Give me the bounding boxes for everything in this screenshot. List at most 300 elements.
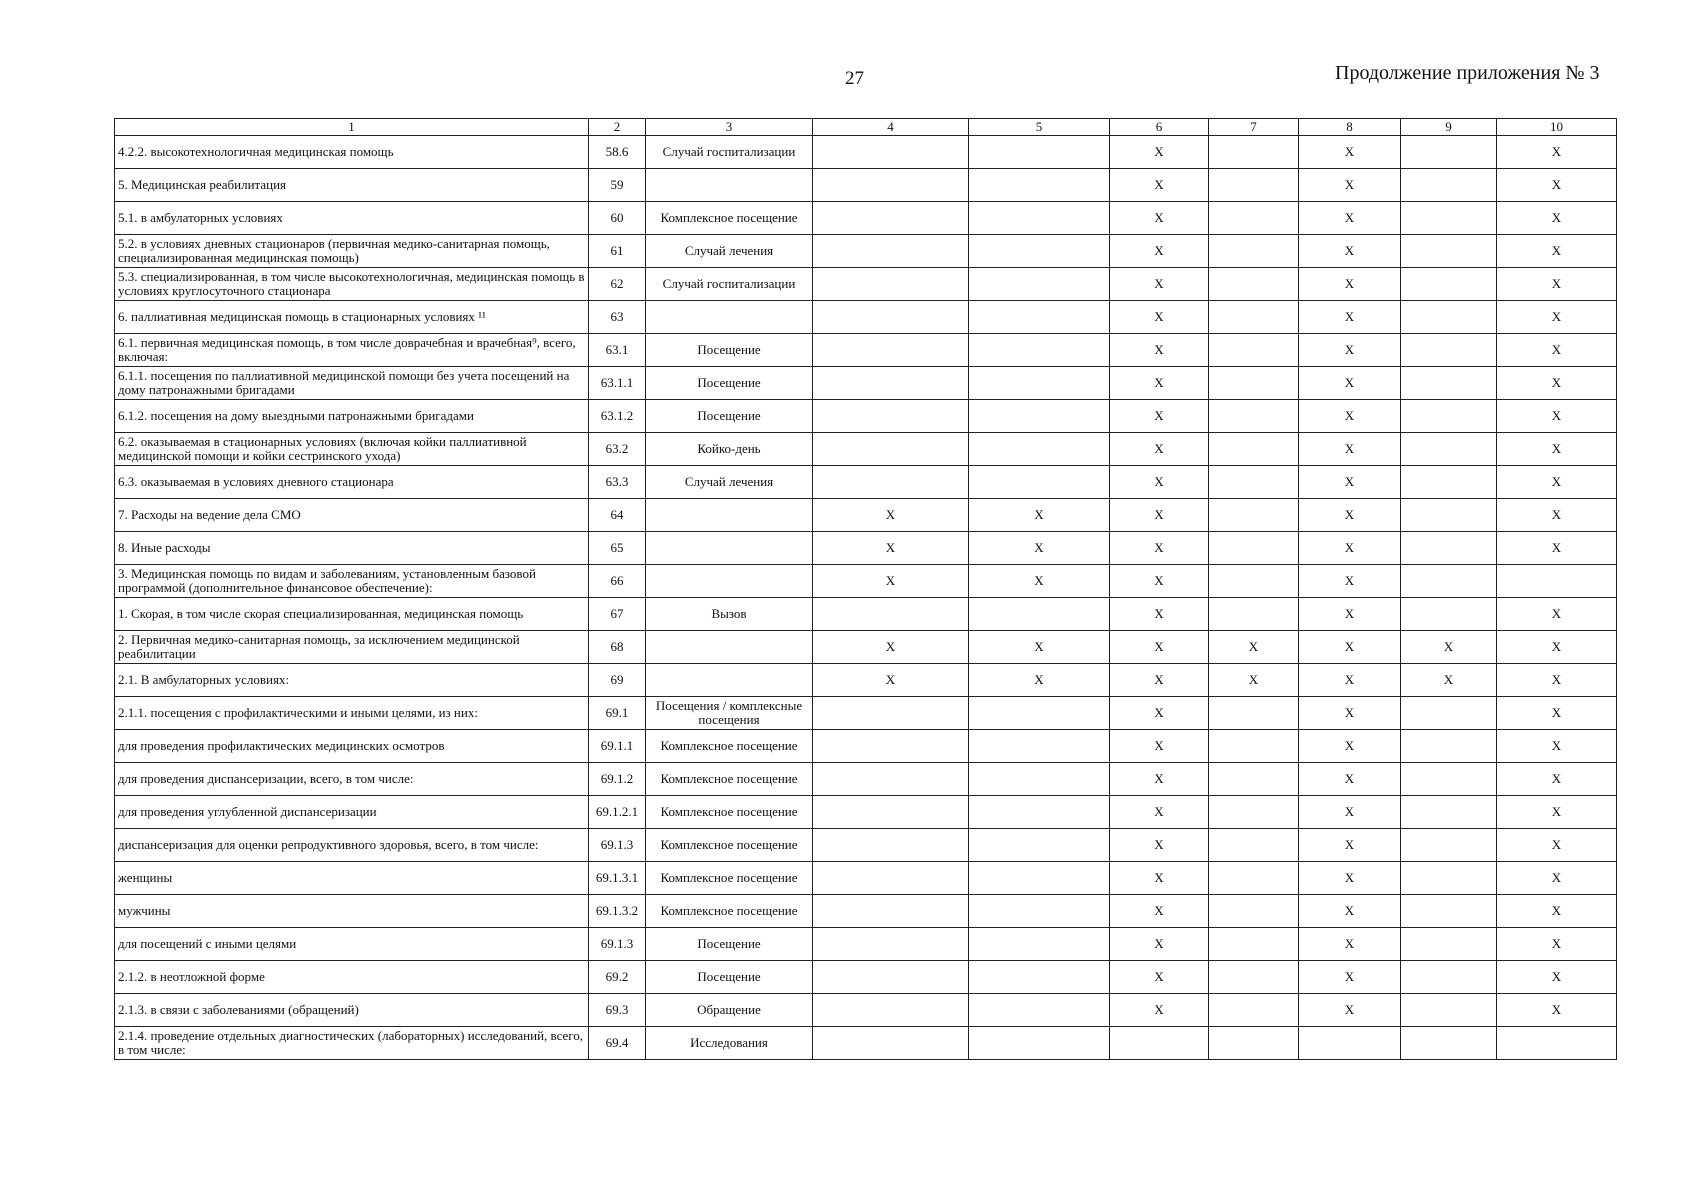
value-cell-c5 — [969, 136, 1110, 169]
value-cell-c10: X — [1497, 532, 1617, 565]
value-cell-c5 — [969, 433, 1110, 466]
value-cell-c6: X — [1110, 829, 1209, 862]
table-row — [115, 268, 1617, 301]
table-row — [115, 961, 1617, 994]
value-cell-c10: X — [1497, 598, 1617, 631]
table-row — [115, 1027, 1617, 1060]
column-header: 6 — [1110, 119, 1209, 136]
value-cell-c7 — [1209, 1027, 1299, 1060]
value-cell-c7 — [1209, 268, 1299, 301]
table-row — [115, 829, 1617, 862]
value-cell-c6: X — [1110, 796, 1209, 829]
value-cell-c5 — [969, 400, 1110, 433]
value-cell-c10: X — [1497, 961, 1617, 994]
value-cell-c8: X — [1299, 334, 1401, 367]
value-cell-c10: X — [1497, 697, 1617, 730]
value-cell-c9 — [1401, 730, 1497, 763]
value-cell-c9 — [1401, 928, 1497, 961]
value-cell-c9 — [1401, 532, 1497, 565]
value-cell-c10: X — [1497, 268, 1617, 301]
value-cell-c8: X — [1299, 235, 1401, 268]
value-cell-c5 — [969, 862, 1110, 895]
value-cell-c8: X — [1299, 994, 1401, 1027]
table-row — [115, 499, 1617, 532]
value-cell-c5 — [969, 367, 1110, 400]
value-cell-c6: X — [1110, 268, 1209, 301]
value-cell-c8: X — [1299, 202, 1401, 235]
value-cell-c4 — [813, 1027, 969, 1060]
row-unit-cell — [646, 301, 813, 334]
value-cell-c9 — [1401, 400, 1497, 433]
row-name-cell: 6.1.1. посещения по паллиативной медицинской помощи без учета посещений на дому патронажными бригадами — [115, 367, 589, 400]
row-unit-cell: Случай лечения — [646, 235, 813, 268]
value-cell-c9 — [1401, 862, 1497, 895]
value-cell-c7 — [1209, 994, 1299, 1027]
value-cell-c9 — [1401, 796, 1497, 829]
value-cell-c8: X — [1299, 796, 1401, 829]
value-cell-c6: X — [1110, 763, 1209, 796]
value-cell-c7 — [1209, 829, 1299, 862]
value-cell-c6: X — [1110, 961, 1209, 994]
table-row — [115, 433, 1617, 466]
table-row — [115, 532, 1617, 565]
value-cell-c10: X — [1497, 994, 1617, 1027]
row-name-cell: диспансеризация для оценки репродуктивного здоровья, всего, в том числе: — [115, 829, 589, 862]
value-cell-c6: X — [1110, 202, 1209, 235]
value-cell-c4 — [813, 169, 969, 202]
value-cell-c9 — [1401, 433, 1497, 466]
value-cell-c5 — [969, 796, 1110, 829]
row-name-cell: 2.1.4. проведение отдельных диагностических (лабораторных) исследований, всего, в том числе: — [115, 1027, 589, 1060]
value-cell-c7 — [1209, 532, 1299, 565]
table-row — [115, 301, 1617, 334]
row-unit-cell: Посещение — [646, 961, 813, 994]
value-cell-c4: X — [813, 664, 969, 697]
value-cell-c6: X — [1110, 631, 1209, 664]
value-cell-c9 — [1401, 598, 1497, 631]
row-code-cell: 66 — [589, 565, 646, 598]
value-cell-c7 — [1209, 334, 1299, 367]
row-code-cell: 60 — [589, 202, 646, 235]
value-cell-c5 — [969, 928, 1110, 961]
value-cell-c8: X — [1299, 598, 1401, 631]
row-name-cell: 1. Скорая, в том числе скорая специализированная, медицинская помощь — [115, 598, 589, 631]
row-code-cell: 67 — [589, 598, 646, 631]
value-cell-c6: X — [1110, 301, 1209, 334]
column-header: 9 — [1401, 119, 1497, 136]
value-cell-c9 — [1401, 499, 1497, 532]
row-code-cell: 59 — [589, 169, 646, 202]
value-cell-c5 — [969, 169, 1110, 202]
row-name-cell: 6.1. первичная медицинская помощь, в том числе доврачебная и врачебная⁹, всего, включая: — [115, 334, 589, 367]
row-name-cell: 5. Медицинская реабилитация — [115, 169, 589, 202]
table-row — [115, 400, 1617, 433]
row-code-cell: 63.1 — [589, 334, 646, 367]
value-cell-c10: X — [1497, 829, 1617, 862]
value-cell-c9 — [1401, 565, 1497, 598]
value-cell-c4 — [813, 994, 969, 1027]
value-cell-c7: X — [1209, 631, 1299, 664]
value-cell-c5 — [969, 301, 1110, 334]
column-header: 2 — [589, 119, 646, 136]
row-name-cell: для проведения профилактических медицинских осмотров — [115, 730, 589, 763]
value-cell-c5: X — [969, 499, 1110, 532]
row-name-cell: для посещений с иными целями — [115, 928, 589, 961]
row-name-cell: для проведения диспансеризации, всего, в том числе: — [115, 763, 589, 796]
value-cell-c10: X — [1497, 433, 1617, 466]
row-unit-cell: Посещение — [646, 367, 813, 400]
row-unit-cell: Комплексное посещение — [646, 796, 813, 829]
row-name-cell: 5.2. в условиях дневных стационаров (первичная медико-санитарная помощь, специализированная медицинская помощь) — [115, 235, 589, 268]
table-row — [115, 136, 1617, 169]
value-cell-c8: X — [1299, 763, 1401, 796]
value-cell-c7 — [1209, 301, 1299, 334]
row-unit-cell: Случай госпитализации — [646, 268, 813, 301]
value-cell-c4 — [813, 829, 969, 862]
row-unit-cell: Посещение — [646, 334, 813, 367]
data-table — [114, 118, 1617, 1060]
value-cell-c7 — [1209, 763, 1299, 796]
value-cell-c10 — [1497, 565, 1617, 598]
row-code-cell: 65 — [589, 532, 646, 565]
table-row — [115, 796, 1617, 829]
table-row — [115, 994, 1617, 1027]
value-cell-c6: X — [1110, 895, 1209, 928]
value-cell-c10: X — [1497, 235, 1617, 268]
value-cell-c4 — [813, 697, 969, 730]
value-cell-c4 — [813, 928, 969, 961]
value-cell-c5: X — [969, 631, 1110, 664]
value-cell-c8: X — [1299, 400, 1401, 433]
value-cell-c5 — [969, 961, 1110, 994]
value-cell-c8: X — [1299, 466, 1401, 499]
value-cell-c4 — [813, 961, 969, 994]
value-cell-c10: X — [1497, 202, 1617, 235]
value-cell-c7 — [1209, 565, 1299, 598]
value-cell-c8: X — [1299, 928, 1401, 961]
value-cell-c4 — [813, 400, 969, 433]
value-cell-c5: X — [969, 532, 1110, 565]
value-cell-c10: X — [1497, 301, 1617, 334]
row-code-cell: 69.1.2.1 — [589, 796, 646, 829]
row-unit-cell: Случай лечения — [646, 466, 813, 499]
value-cell-c4: X — [813, 565, 969, 598]
row-name-cell: 7. Расходы на ведение дела СМО — [115, 499, 589, 532]
row-unit-cell — [646, 565, 813, 598]
value-cell-c7 — [1209, 433, 1299, 466]
row-name-cell: женщины — [115, 862, 589, 895]
value-cell-c8: X — [1299, 895, 1401, 928]
row-code-cell: 63.1.2 — [589, 400, 646, 433]
value-cell-c7 — [1209, 697, 1299, 730]
value-cell-c4 — [813, 334, 969, 367]
value-cell-c8: X — [1299, 433, 1401, 466]
value-cell-c5 — [969, 763, 1110, 796]
row-code-cell: 63 — [589, 301, 646, 334]
value-cell-c6 — [1110, 1027, 1209, 1060]
row-unit-cell: Комплексное посещение — [646, 829, 813, 862]
row-name-cell: 6. паллиативная медицинская помощь в стационарных условиях ¹¹ — [115, 301, 589, 334]
value-cell-c10: X — [1497, 466, 1617, 499]
value-cell-c8: X — [1299, 631, 1401, 664]
value-cell-c6: X — [1110, 532, 1209, 565]
value-cell-c10: X — [1497, 928, 1617, 961]
value-cell-c7 — [1209, 895, 1299, 928]
value-cell-c6: X — [1110, 697, 1209, 730]
value-cell-c10: X — [1497, 895, 1617, 928]
value-cell-c5 — [969, 895, 1110, 928]
row-code-cell: 69 — [589, 664, 646, 697]
value-cell-c10: X — [1497, 136, 1617, 169]
row-unit-cell: Случай госпитализации — [646, 136, 813, 169]
row-code-cell: 69.1.3 — [589, 829, 646, 862]
row-code-cell: 69.1 — [589, 697, 646, 730]
value-cell-c6: X — [1110, 862, 1209, 895]
value-cell-c7 — [1209, 367, 1299, 400]
value-cell-c8: X — [1299, 268, 1401, 301]
row-name-cell: 2.1. В амбулаторных условиях: — [115, 664, 589, 697]
row-code-cell: 69.1.3.2 — [589, 895, 646, 928]
row-unit-cell: Обращение — [646, 994, 813, 1027]
table-row — [115, 928, 1617, 961]
value-cell-c6: X — [1110, 730, 1209, 763]
table-row — [115, 466, 1617, 499]
row-name-cell: 2. Первичная медико-санитарная помощь, за исключением медицинской реабилитации — [115, 631, 589, 664]
row-unit-cell: Посещения / комплексные посещения — [646, 697, 813, 730]
value-cell-c4 — [813, 895, 969, 928]
value-cell-c9 — [1401, 301, 1497, 334]
value-cell-c9 — [1401, 994, 1497, 1027]
value-cell-c8: X — [1299, 862, 1401, 895]
table-row — [115, 202, 1617, 235]
value-cell-c4 — [813, 367, 969, 400]
value-cell-c9 — [1401, 268, 1497, 301]
row-name-cell: 8. Иные расходы — [115, 532, 589, 565]
value-cell-c7 — [1209, 400, 1299, 433]
value-cell-c7 — [1209, 961, 1299, 994]
row-unit-cell — [646, 169, 813, 202]
value-cell-c7 — [1209, 136, 1299, 169]
value-cell-c4 — [813, 136, 969, 169]
value-cell-c9 — [1401, 136, 1497, 169]
value-cell-c10: X — [1497, 499, 1617, 532]
row-unit-cell — [646, 532, 813, 565]
value-cell-c4 — [813, 730, 969, 763]
value-cell-c6: X — [1110, 994, 1209, 1027]
value-cell-c6: X — [1110, 367, 1209, 400]
value-cell-c10: X — [1497, 796, 1617, 829]
row-code-cell: 69.1.2 — [589, 763, 646, 796]
value-cell-c8: X — [1299, 169, 1401, 202]
column-header: 10 — [1497, 119, 1617, 136]
row-unit-cell — [646, 499, 813, 532]
row-unit-cell: Исследования — [646, 1027, 813, 1060]
value-cell-c7 — [1209, 862, 1299, 895]
value-cell-c8: X — [1299, 499, 1401, 532]
value-cell-c5 — [969, 730, 1110, 763]
value-cell-c10 — [1497, 1027, 1617, 1060]
value-cell-c10: X — [1497, 169, 1617, 202]
value-cell-c9 — [1401, 169, 1497, 202]
value-cell-c10: X — [1497, 862, 1617, 895]
row-name-cell: для проведения углубленной диспансеризации — [115, 796, 589, 829]
value-cell-c9 — [1401, 1027, 1497, 1060]
value-cell-c6: X — [1110, 466, 1209, 499]
row-name-cell: 2.1.3. в связи с заболеваниями (обращений) — [115, 994, 589, 1027]
row-code-cell: 61 — [589, 235, 646, 268]
table-row — [115, 730, 1617, 763]
value-cell-c7 — [1209, 730, 1299, 763]
value-cell-c8: X — [1299, 730, 1401, 763]
row-name-cell: 4.2.2. высокотехнологичная медицинская помощь — [115, 136, 589, 169]
value-cell-c9 — [1401, 763, 1497, 796]
value-cell-c4 — [813, 301, 969, 334]
value-cell-c7 — [1209, 796, 1299, 829]
row-name-cell: 6.3. оказываемая в условиях дневного стационара — [115, 466, 589, 499]
value-cell-c10: X — [1497, 763, 1617, 796]
row-name-cell: 3. Медицинская помощь по видам и заболеваниям, установленным базовой программой (дополнительное финансовое обеспечение): — [115, 565, 589, 598]
row-code-cell: 63.2 — [589, 433, 646, 466]
value-cell-c4 — [813, 466, 969, 499]
table-row — [115, 565, 1617, 598]
value-cell-c9 — [1401, 334, 1497, 367]
value-cell-c4: X — [813, 499, 969, 532]
value-cell-c8: X — [1299, 532, 1401, 565]
value-cell-c4: X — [813, 631, 969, 664]
row-unit-cell: Комплексное посещение — [646, 895, 813, 928]
column-header: 3 — [646, 119, 813, 136]
value-cell-c9: X — [1401, 631, 1497, 664]
table-row — [115, 697, 1617, 730]
row-name-cell: мужчины — [115, 895, 589, 928]
value-cell-c4 — [813, 598, 969, 631]
row-unit-cell: Комплексное посещение — [646, 730, 813, 763]
row-name-cell: 6.1.2. посещения на дому выездными патронажными бригадами — [115, 400, 589, 433]
page-number: 27 — [845, 68, 864, 89]
value-cell-c7 — [1209, 169, 1299, 202]
table-row — [115, 763, 1617, 796]
value-cell-c4 — [813, 763, 969, 796]
value-cell-c7 — [1209, 202, 1299, 235]
table-row — [115, 235, 1617, 268]
row-unit-cell: Койко-день — [646, 433, 813, 466]
value-cell-c5 — [969, 466, 1110, 499]
value-cell-c8: X — [1299, 961, 1401, 994]
value-cell-c5 — [969, 829, 1110, 862]
row-name-cell: 2.1.2. в неотложной форме — [115, 961, 589, 994]
value-cell-c6: X — [1110, 499, 1209, 532]
value-cell-c8: X — [1299, 697, 1401, 730]
value-cell-c8: X — [1299, 565, 1401, 598]
value-cell-c9 — [1401, 895, 1497, 928]
row-name-cell: 5.3. специализированная, в том числе высокотехнологичная, медицинская помощь в условиях круглосуточного стационара — [115, 268, 589, 301]
value-cell-c8: X — [1299, 664, 1401, 697]
value-cell-c8: X — [1299, 136, 1401, 169]
value-cell-c5 — [969, 598, 1110, 631]
row-unit-cell — [646, 664, 813, 697]
value-cell-c5 — [969, 334, 1110, 367]
value-cell-c9 — [1401, 961, 1497, 994]
value-cell-c6: X — [1110, 334, 1209, 367]
row-code-cell: 69.1.3.1 — [589, 862, 646, 895]
value-cell-c5 — [969, 268, 1110, 301]
value-cell-c6: X — [1110, 235, 1209, 268]
value-cell-c8 — [1299, 1027, 1401, 1060]
value-cell-c5: X — [969, 565, 1110, 598]
row-code-cell: 63.1.1 — [589, 367, 646, 400]
value-cell-c10: X — [1497, 730, 1617, 763]
value-cell-c6: X — [1110, 664, 1209, 697]
value-cell-c6: X — [1110, 400, 1209, 433]
row-unit-cell: Комплексное посещение — [646, 763, 813, 796]
value-cell-c7 — [1209, 466, 1299, 499]
value-cell-c9 — [1401, 466, 1497, 499]
value-cell-c5 — [969, 1027, 1110, 1060]
table-row — [115, 664, 1617, 697]
row-code-cell: 64 — [589, 499, 646, 532]
value-cell-c9: X — [1401, 664, 1497, 697]
value-cell-c7 — [1209, 928, 1299, 961]
value-cell-c9 — [1401, 697, 1497, 730]
value-cell-c6: X — [1110, 598, 1209, 631]
value-cell-c8: X — [1299, 301, 1401, 334]
table-row — [115, 631, 1617, 664]
row-name-cell: 5.1. в амбулаторных условиях — [115, 202, 589, 235]
value-cell-c10: X — [1497, 334, 1617, 367]
column-header: 5 — [969, 119, 1110, 136]
table-row — [115, 169, 1617, 202]
value-cell-c4 — [813, 796, 969, 829]
row-code-cell: 62 — [589, 268, 646, 301]
value-cell-c5 — [969, 235, 1110, 268]
table-body — [115, 136, 1617, 1060]
row-unit-cell: Комплексное посещение — [646, 202, 813, 235]
table-row — [115, 895, 1617, 928]
value-cell-c5: X — [969, 664, 1110, 697]
row-unit-cell: Комплексное посещение — [646, 862, 813, 895]
column-header: 1 — [115, 119, 589, 136]
value-cell-c9 — [1401, 829, 1497, 862]
value-cell-c10: X — [1497, 400, 1617, 433]
row-name-cell: 2.1.1. посещения с профилактическими и иными целями, из них: — [115, 697, 589, 730]
row-unit-cell: Посещение — [646, 928, 813, 961]
table-row — [115, 367, 1617, 400]
value-cell-c9 — [1401, 202, 1497, 235]
value-cell-c6: X — [1110, 565, 1209, 598]
row-unit-cell: Вызов — [646, 598, 813, 631]
value-cell-c7 — [1209, 598, 1299, 631]
value-cell-c4 — [813, 202, 969, 235]
row-code-cell: 69.1.3 — [589, 928, 646, 961]
row-code-cell: 68 — [589, 631, 646, 664]
value-cell-c10: X — [1497, 664, 1617, 697]
row-code-cell: 63.3 — [589, 466, 646, 499]
column-header: 7 — [1209, 119, 1299, 136]
value-cell-c8: X — [1299, 367, 1401, 400]
table-row — [115, 862, 1617, 895]
value-cell-c5 — [969, 697, 1110, 730]
value-cell-c6: X — [1110, 433, 1209, 466]
table-row — [115, 334, 1617, 367]
row-unit-cell — [646, 631, 813, 664]
value-cell-c4 — [813, 268, 969, 301]
value-cell-c8: X — [1299, 829, 1401, 862]
row-unit-cell: Посещение — [646, 400, 813, 433]
value-cell-c6: X — [1110, 169, 1209, 202]
row-name-cell: 6.2. оказываемая в стационарных условиях (включая койки паллиативной медицинской помощи и койки сестринского ухода) — [115, 433, 589, 466]
column-header: 8 — [1299, 119, 1401, 136]
value-cell-c5 — [969, 994, 1110, 1027]
